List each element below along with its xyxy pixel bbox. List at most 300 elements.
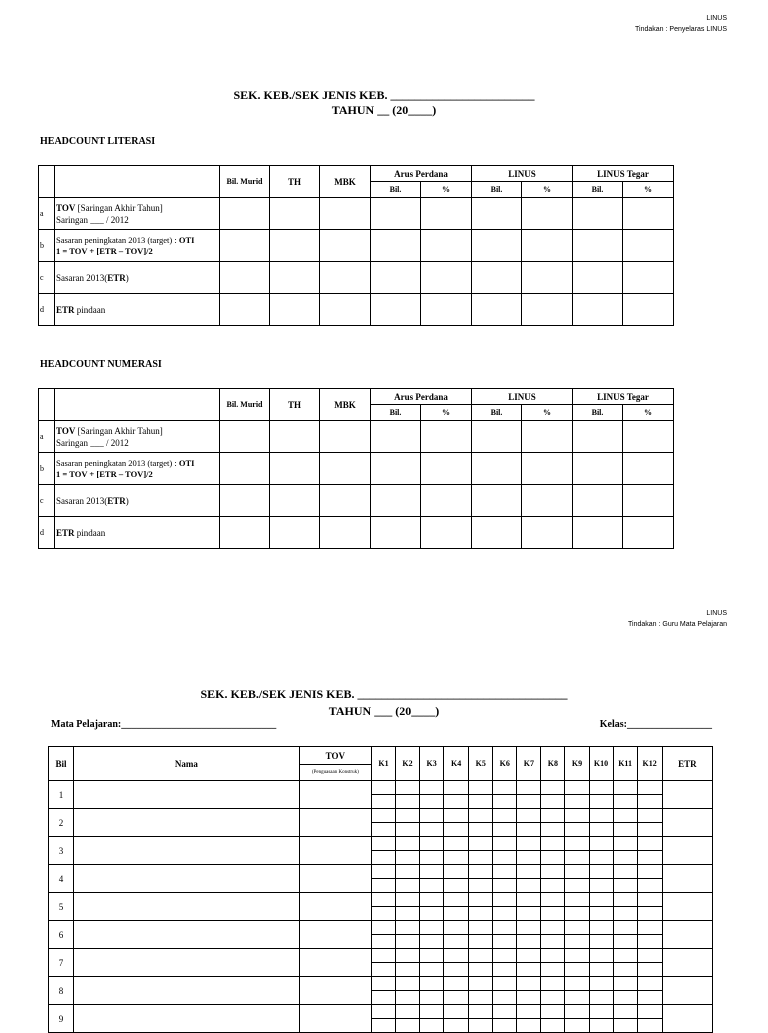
k-cell[interactable]	[589, 991, 613, 1005]
k-cell[interactable]	[396, 795, 420, 809]
k-cell[interactable]	[420, 851, 444, 865]
k-cell[interactable]	[517, 823, 541, 837]
nama-cell[interactable]	[74, 809, 300, 837]
k-cell[interactable]	[589, 851, 613, 865]
k-cell[interactable]	[396, 921, 420, 935]
input-cell[interactable]	[371, 485, 421, 517]
etr-cell[interactable]	[662, 1005, 712, 1033]
k-cell[interactable]	[637, 795, 662, 809]
k-cell[interactable]	[493, 795, 517, 809]
k-cell[interactable]	[371, 949, 395, 963]
input-cell[interactable]	[472, 485, 522, 517]
k-cell[interactable]	[420, 935, 444, 949]
k-cell[interactable]	[565, 865, 589, 879]
k-cell[interactable]	[420, 921, 444, 935]
k-cell[interactable]	[565, 935, 589, 949]
tov-cell[interactable]	[299, 837, 371, 865]
k-cell[interactable]	[493, 949, 517, 963]
input-cell[interactable]	[320, 517, 371, 549]
k-cell[interactable]	[371, 1019, 395, 1033]
input-cell[interactable]	[371, 230, 421, 262]
input-cell[interactable]	[522, 198, 573, 230]
input-cell[interactable]	[320, 453, 371, 485]
k-cell[interactable]	[493, 781, 517, 795]
etr-cell[interactable]	[662, 977, 712, 1005]
k-cell[interactable]	[565, 1019, 589, 1033]
input-cell[interactable]	[320, 198, 371, 230]
k-cell[interactable]	[613, 921, 637, 935]
k-cell[interactable]	[541, 879, 565, 893]
k-cell[interactable]	[541, 865, 565, 879]
k-cell[interactable]	[541, 851, 565, 865]
k-cell[interactable]	[444, 963, 469, 977]
input-cell[interactable]	[421, 198, 472, 230]
input-cell[interactable]	[522, 294, 573, 326]
k-cell[interactable]	[589, 865, 613, 879]
k-cell[interactable]	[613, 907, 637, 921]
k-cell[interactable]	[469, 879, 493, 893]
etr-cell[interactable]	[662, 893, 712, 921]
k-cell[interactable]	[444, 823, 469, 837]
k-cell[interactable]	[613, 1019, 637, 1033]
k-cell[interactable]	[396, 851, 420, 865]
k-cell[interactable]	[420, 1005, 444, 1019]
k-cell[interactable]	[493, 851, 517, 865]
mata-pelajaran-field[interactable]: Mata Pelajaran:_______________________________	[51, 719, 277, 730]
input-cell[interactable]	[270, 294, 320, 326]
nama-cell[interactable]	[74, 921, 300, 949]
input-cell[interactable]	[472, 294, 522, 326]
k-cell[interactable]	[444, 1005, 469, 1019]
k-cell[interactable]	[517, 781, 541, 795]
k-cell[interactable]	[541, 991, 565, 1005]
k-cell[interactable]	[517, 795, 541, 809]
k-cell[interactable]	[565, 879, 589, 893]
input-cell[interactable]	[472, 421, 522, 453]
k-cell[interactable]	[396, 1005, 420, 1019]
k-cell[interactable]	[613, 879, 637, 893]
input-cell[interactable]	[371, 421, 421, 453]
k-cell[interactable]	[396, 907, 420, 921]
k-cell[interactable]	[420, 991, 444, 1005]
k-cell[interactable]	[396, 781, 420, 795]
input-cell[interactable]	[421, 294, 472, 326]
k-cell[interactable]	[371, 851, 395, 865]
k-cell[interactable]	[637, 781, 662, 795]
nama-cell[interactable]	[74, 837, 300, 865]
k-cell[interactable]	[565, 907, 589, 921]
k-cell[interactable]	[420, 879, 444, 893]
k-cell[interactable]	[444, 837, 469, 851]
k-cell[interactable]	[637, 1005, 662, 1019]
k-cell[interactable]	[469, 865, 493, 879]
k-cell[interactable]	[565, 1005, 589, 1019]
k-cell[interactable]	[589, 935, 613, 949]
k-cell[interactable]	[396, 837, 420, 851]
k-cell[interactable]	[613, 963, 637, 977]
k-cell[interactable]	[517, 851, 541, 865]
k-cell[interactable]	[444, 907, 469, 921]
k-cell[interactable]	[469, 823, 493, 837]
k-cell[interactable]	[493, 1019, 517, 1033]
k-cell[interactable]	[541, 949, 565, 963]
input-cell[interactable]	[220, 262, 270, 294]
k-cell[interactable]	[613, 977, 637, 991]
k-cell[interactable]	[469, 837, 493, 851]
input-cell[interactable]	[421, 230, 472, 262]
k-cell[interactable]	[637, 935, 662, 949]
k-cell[interactable]	[396, 865, 420, 879]
k-cell[interactable]	[371, 809, 395, 823]
k-cell[interactable]	[565, 851, 589, 865]
input-cell[interactable]	[270, 517, 320, 549]
k-cell[interactable]	[444, 781, 469, 795]
k-cell[interactable]	[493, 907, 517, 921]
etr-cell[interactable]	[662, 809, 712, 837]
k-cell[interactable]	[493, 823, 517, 837]
input-cell[interactable]	[371, 453, 421, 485]
input-cell[interactable]	[623, 485, 674, 517]
k-cell[interactable]	[469, 851, 493, 865]
k-cell[interactable]	[517, 879, 541, 893]
k-cell[interactable]	[469, 809, 493, 823]
input-cell[interactable]	[270, 262, 320, 294]
k-cell[interactable]	[469, 1005, 493, 1019]
k-cell[interactable]	[396, 893, 420, 907]
k-cell[interactable]	[637, 991, 662, 1005]
k-cell[interactable]	[493, 879, 517, 893]
input-cell[interactable]	[320, 294, 371, 326]
k-cell[interactable]	[589, 893, 613, 907]
input-cell[interactable]	[623, 421, 674, 453]
k-cell[interactable]	[493, 893, 517, 907]
k-cell[interactable]	[469, 963, 493, 977]
k-cell[interactable]	[469, 907, 493, 921]
etr-cell[interactable]	[662, 921, 712, 949]
k-cell[interactable]	[517, 865, 541, 879]
k-cell[interactable]	[396, 809, 420, 823]
input-cell[interactable]	[522, 453, 573, 485]
k-cell[interactable]	[637, 809, 662, 823]
input-cell[interactable]	[421, 485, 472, 517]
k-cell[interactable]	[371, 865, 395, 879]
k-cell[interactable]	[396, 977, 420, 991]
k-cell[interactable]	[541, 963, 565, 977]
k-cell[interactable]	[517, 963, 541, 977]
input-cell[interactable]	[421, 453, 472, 485]
input-cell[interactable]	[573, 262, 623, 294]
k-cell[interactable]	[420, 977, 444, 991]
k-cell[interactable]	[444, 935, 469, 949]
input-cell[interactable]	[220, 485, 270, 517]
k-cell[interactable]	[396, 963, 420, 977]
k-cell[interactable]	[396, 879, 420, 893]
k-cell[interactable]	[589, 795, 613, 809]
k-cell[interactable]	[613, 823, 637, 837]
k-cell[interactable]	[589, 949, 613, 963]
k-cell[interactable]	[420, 837, 444, 851]
k-cell[interactable]	[517, 1019, 541, 1033]
k-cell[interactable]	[565, 963, 589, 977]
etr-cell[interactable]	[662, 837, 712, 865]
k-cell[interactable]	[371, 935, 395, 949]
k-cell[interactable]	[396, 991, 420, 1005]
input-cell[interactable]	[522, 421, 573, 453]
k-cell[interactable]	[637, 851, 662, 865]
nama-cell[interactable]	[74, 893, 300, 921]
k-cell[interactable]	[469, 1019, 493, 1033]
input-cell[interactable]	[573, 230, 623, 262]
k-cell[interactable]	[589, 1019, 613, 1033]
k-cell[interactable]	[493, 1005, 517, 1019]
k-cell[interactable]	[637, 837, 662, 851]
kelas-field[interactable]: Kelas:_________________	[599, 719, 712, 730]
k-cell[interactable]	[396, 949, 420, 963]
input-cell[interactable]	[623, 453, 674, 485]
k-cell[interactable]	[371, 963, 395, 977]
input-cell[interactable]	[573, 198, 623, 230]
input-cell[interactable]	[623, 198, 674, 230]
tov-cell[interactable]	[299, 865, 371, 893]
k-cell[interactable]	[420, 809, 444, 823]
k-cell[interactable]	[444, 879, 469, 893]
input-cell[interactable]	[472, 453, 522, 485]
k-cell[interactable]	[517, 935, 541, 949]
k-cell[interactable]	[420, 795, 444, 809]
input-cell[interactable]	[623, 517, 674, 549]
k-cell[interactable]	[371, 893, 395, 907]
k-cell[interactable]	[469, 977, 493, 991]
k-cell[interactable]	[637, 921, 662, 935]
k-cell[interactable]	[493, 837, 517, 851]
input-cell[interactable]	[623, 230, 674, 262]
input-cell[interactable]	[220, 294, 270, 326]
input-cell[interactable]	[220, 230, 270, 262]
input-cell[interactable]	[371, 198, 421, 230]
k-cell[interactable]	[493, 921, 517, 935]
k-cell[interactable]	[469, 949, 493, 963]
k-cell[interactable]	[371, 921, 395, 935]
input-cell[interactable]	[220, 453, 270, 485]
k-cell[interactable]	[613, 851, 637, 865]
k-cell[interactable]	[565, 949, 589, 963]
input-cell[interactable]	[472, 262, 522, 294]
k-cell[interactable]	[444, 921, 469, 935]
k-cell[interactable]	[371, 977, 395, 991]
k-cell[interactable]	[420, 907, 444, 921]
k-cell[interactable]	[565, 823, 589, 837]
k-cell[interactable]	[613, 991, 637, 1005]
k-cell[interactable]	[613, 935, 637, 949]
input-cell[interactable]	[371, 294, 421, 326]
input-cell[interactable]	[573, 453, 623, 485]
input-cell[interactable]	[522, 485, 573, 517]
k-cell[interactable]	[613, 795, 637, 809]
input-cell[interactable]	[320, 421, 371, 453]
input-cell[interactable]	[270, 485, 320, 517]
k-cell[interactable]	[493, 865, 517, 879]
input-cell[interactable]	[573, 294, 623, 326]
tov-cell[interactable]	[299, 809, 371, 837]
input-cell[interactable]	[220, 517, 270, 549]
k-cell[interactable]	[493, 809, 517, 823]
input-cell[interactable]	[573, 485, 623, 517]
k-cell[interactable]	[565, 837, 589, 851]
k-cell[interactable]	[396, 1019, 420, 1033]
k-cell[interactable]	[371, 837, 395, 851]
k-cell[interactable]	[444, 949, 469, 963]
etr-cell[interactable]	[662, 949, 712, 977]
k-cell[interactable]	[517, 991, 541, 1005]
input-cell[interactable]	[573, 517, 623, 549]
etr-cell[interactable]	[662, 781, 712, 809]
k-cell[interactable]	[589, 809, 613, 823]
k-cell[interactable]	[565, 977, 589, 991]
k-cell[interactable]	[396, 935, 420, 949]
input-cell[interactable]	[623, 262, 674, 294]
input-cell[interactable]	[220, 198, 270, 230]
k-cell[interactable]	[541, 1019, 565, 1033]
k-cell[interactable]	[420, 781, 444, 795]
input-cell[interactable]	[522, 230, 573, 262]
k-cell[interactable]	[637, 907, 662, 921]
k-cell[interactable]	[541, 907, 565, 921]
k-cell[interactable]	[420, 963, 444, 977]
nama-cell[interactable]	[74, 949, 300, 977]
input-cell[interactable]	[371, 517, 421, 549]
k-cell[interactable]	[637, 893, 662, 907]
k-cell[interactable]	[541, 781, 565, 795]
input-cell[interactable]	[320, 262, 371, 294]
k-cell[interactable]	[517, 977, 541, 991]
k-cell[interactable]	[517, 893, 541, 907]
k-cell[interactable]	[613, 809, 637, 823]
k-cell[interactable]	[517, 907, 541, 921]
k-cell[interactable]	[444, 809, 469, 823]
input-cell[interactable]	[472, 230, 522, 262]
k-cell[interactable]	[541, 809, 565, 823]
k-cell[interactable]	[420, 949, 444, 963]
input-cell[interactable]	[522, 517, 573, 549]
k-cell[interactable]	[493, 977, 517, 991]
k-cell[interactable]	[444, 795, 469, 809]
k-cell[interactable]	[589, 1005, 613, 1019]
input-cell[interactable]	[270, 230, 320, 262]
k-cell[interactable]	[565, 795, 589, 809]
k-cell[interactable]	[541, 977, 565, 991]
tov-cell[interactable]	[299, 1005, 371, 1033]
k-cell[interactable]	[565, 921, 589, 935]
k-cell[interactable]	[493, 935, 517, 949]
k-cell[interactable]	[589, 837, 613, 851]
k-cell[interactable]	[371, 1005, 395, 1019]
input-cell[interactable]	[270, 453, 320, 485]
k-cell[interactable]	[637, 865, 662, 879]
input-cell[interactable]	[220, 421, 270, 453]
k-cell[interactable]	[420, 823, 444, 837]
k-cell[interactable]	[637, 823, 662, 837]
input-cell[interactable]	[320, 230, 371, 262]
k-cell[interactable]	[613, 893, 637, 907]
k-cell[interactable]	[420, 893, 444, 907]
k-cell[interactable]	[517, 1005, 541, 1019]
k-cell[interactable]	[613, 837, 637, 851]
k-cell[interactable]	[565, 809, 589, 823]
input-cell[interactable]	[371, 262, 421, 294]
k-cell[interactable]	[613, 949, 637, 963]
input-cell[interactable]	[270, 421, 320, 453]
input-cell[interactable]	[522, 262, 573, 294]
input-cell[interactable]	[573, 421, 623, 453]
k-cell[interactable]	[469, 921, 493, 935]
k-cell[interactable]	[420, 1019, 444, 1033]
k-cell[interactable]	[541, 823, 565, 837]
input-cell[interactable]	[623, 294, 674, 326]
k-cell[interactable]	[589, 823, 613, 837]
nama-cell[interactable]	[74, 781, 300, 809]
k-cell[interactable]	[517, 921, 541, 935]
input-cell[interactable]	[421, 262, 472, 294]
k-cell[interactable]	[469, 991, 493, 1005]
k-cell[interactable]	[565, 781, 589, 795]
k-cell[interactable]	[613, 1005, 637, 1019]
k-cell[interactable]	[517, 837, 541, 851]
k-cell[interactable]	[541, 921, 565, 935]
k-cell[interactable]	[371, 879, 395, 893]
k-cell[interactable]	[589, 977, 613, 991]
k-cell[interactable]	[589, 963, 613, 977]
k-cell[interactable]	[469, 935, 493, 949]
k-cell[interactable]	[371, 991, 395, 1005]
k-cell[interactable]	[371, 823, 395, 837]
k-cell[interactable]	[517, 949, 541, 963]
k-cell[interactable]	[637, 879, 662, 893]
k-cell[interactable]	[444, 865, 469, 879]
input-cell[interactable]	[472, 198, 522, 230]
k-cell[interactable]	[444, 977, 469, 991]
input-cell[interactable]	[270, 198, 320, 230]
k-cell[interactable]	[541, 837, 565, 851]
k-cell[interactable]	[493, 963, 517, 977]
k-cell[interactable]	[541, 795, 565, 809]
k-cell[interactable]	[637, 977, 662, 991]
k-cell[interactable]	[565, 991, 589, 1005]
k-cell[interactable]	[469, 781, 493, 795]
k-cell[interactable]	[613, 781, 637, 795]
nama-cell[interactable]	[74, 865, 300, 893]
k-cell[interactable]	[589, 907, 613, 921]
k-cell[interactable]	[444, 1019, 469, 1033]
input-cell[interactable]	[320, 485, 371, 517]
k-cell[interactable]	[396, 823, 420, 837]
k-cell[interactable]	[637, 1019, 662, 1033]
k-cell[interactable]	[613, 865, 637, 879]
tov-cell[interactable]	[299, 921, 371, 949]
tov-cell[interactable]	[299, 977, 371, 1005]
k-cell[interactable]	[565, 893, 589, 907]
k-cell[interactable]	[469, 893, 493, 907]
k-cell[interactable]	[444, 851, 469, 865]
input-cell[interactable]	[421, 421, 472, 453]
input-cell[interactable]	[421, 517, 472, 549]
k-cell[interactable]	[541, 1005, 565, 1019]
k-cell[interactable]	[371, 907, 395, 921]
k-cell[interactable]	[444, 893, 469, 907]
nama-cell[interactable]	[74, 977, 300, 1005]
tov-cell[interactable]	[299, 949, 371, 977]
etr-cell[interactable]	[662, 865, 712, 893]
k-cell[interactable]	[589, 921, 613, 935]
